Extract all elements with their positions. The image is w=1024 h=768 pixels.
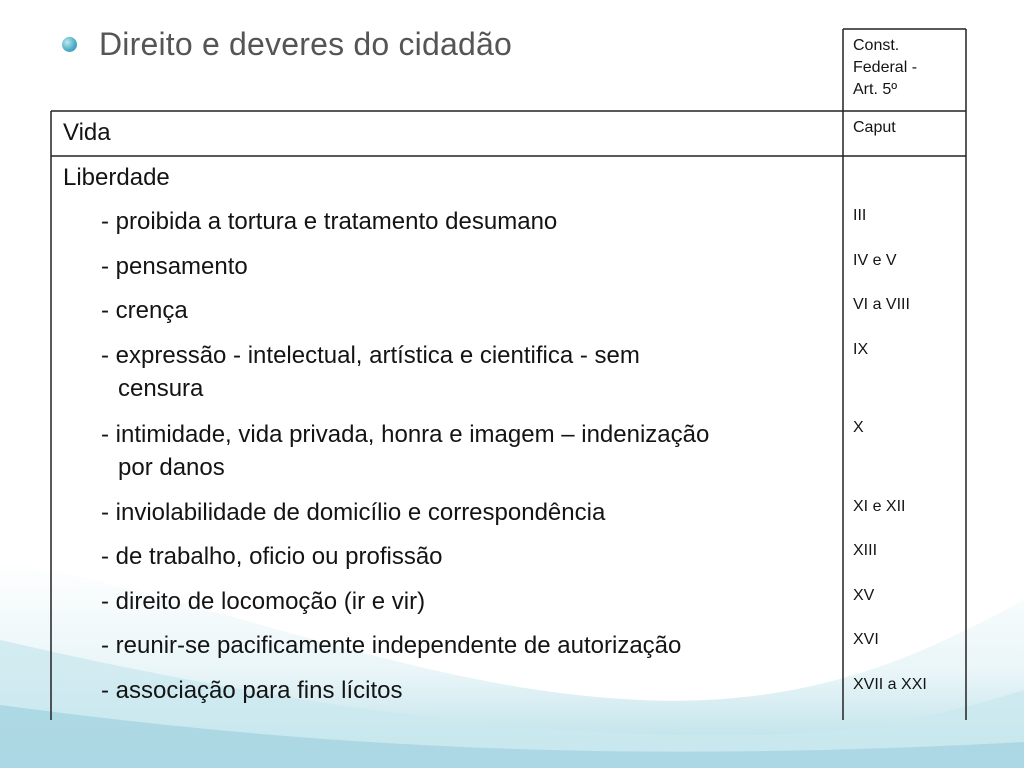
list-item: - expressão - intelectual, artística e cientifica - sem (101, 342, 640, 369)
list-item-ref: XV (853, 587, 875, 604)
slide-title-row (62, 26, 512, 63)
list-item: - de trabalho, oficio ou profissão (101, 543, 443, 570)
header-ref-line: Art. 5º (853, 81, 898, 98)
list-item-ref: X (853, 419, 864, 436)
constitution-reference-header (853, 35, 963, 101)
list-item: - proibida a tortura e tratamento desumano (101, 208, 558, 235)
list-item-ref: XVII a XXI (853, 676, 927, 693)
header-ref-line: Federal - (853, 59, 918, 76)
list-item-continuation: censura (118, 375, 204, 402)
list-item-ref: VI a VIII (853, 296, 910, 313)
list-item-ref: IV e V (853, 252, 897, 269)
bullet-icon (62, 37, 77, 52)
list-item: - pensamento (101, 253, 248, 280)
list-item: - inviolabilidade de domicílio e correspondência (101, 499, 606, 526)
list-item-ref: IX (853, 341, 869, 358)
list-item-ref: XIII (853, 542, 878, 559)
header-ref-line: Const. (853, 37, 900, 54)
list-item-ref: XVI (853, 631, 879, 648)
row-ref-vida: Caput (853, 119, 896, 136)
list-item: - intimidade, vida privada, honra e imagem – indenização (101, 421, 710, 448)
slide-title: Direito e deveres do cidadão (99, 26, 512, 62)
list-item-ref: XI e XII (853, 498, 906, 515)
list-item: - crença (101, 297, 188, 324)
list-item-continuation: por danos (118, 454, 225, 481)
list-item: - direito de locomoção (ir e vir) (101, 588, 426, 615)
list-item: - reunir-se pacificamente independente de autorização (101, 632, 682, 659)
list-item-ref: III (853, 207, 867, 224)
list-item: - associação para fins lícitos (101, 677, 403, 704)
row-label-liberdade: Liberdade (63, 164, 170, 191)
row-label-vida: Vida (63, 119, 111, 146)
